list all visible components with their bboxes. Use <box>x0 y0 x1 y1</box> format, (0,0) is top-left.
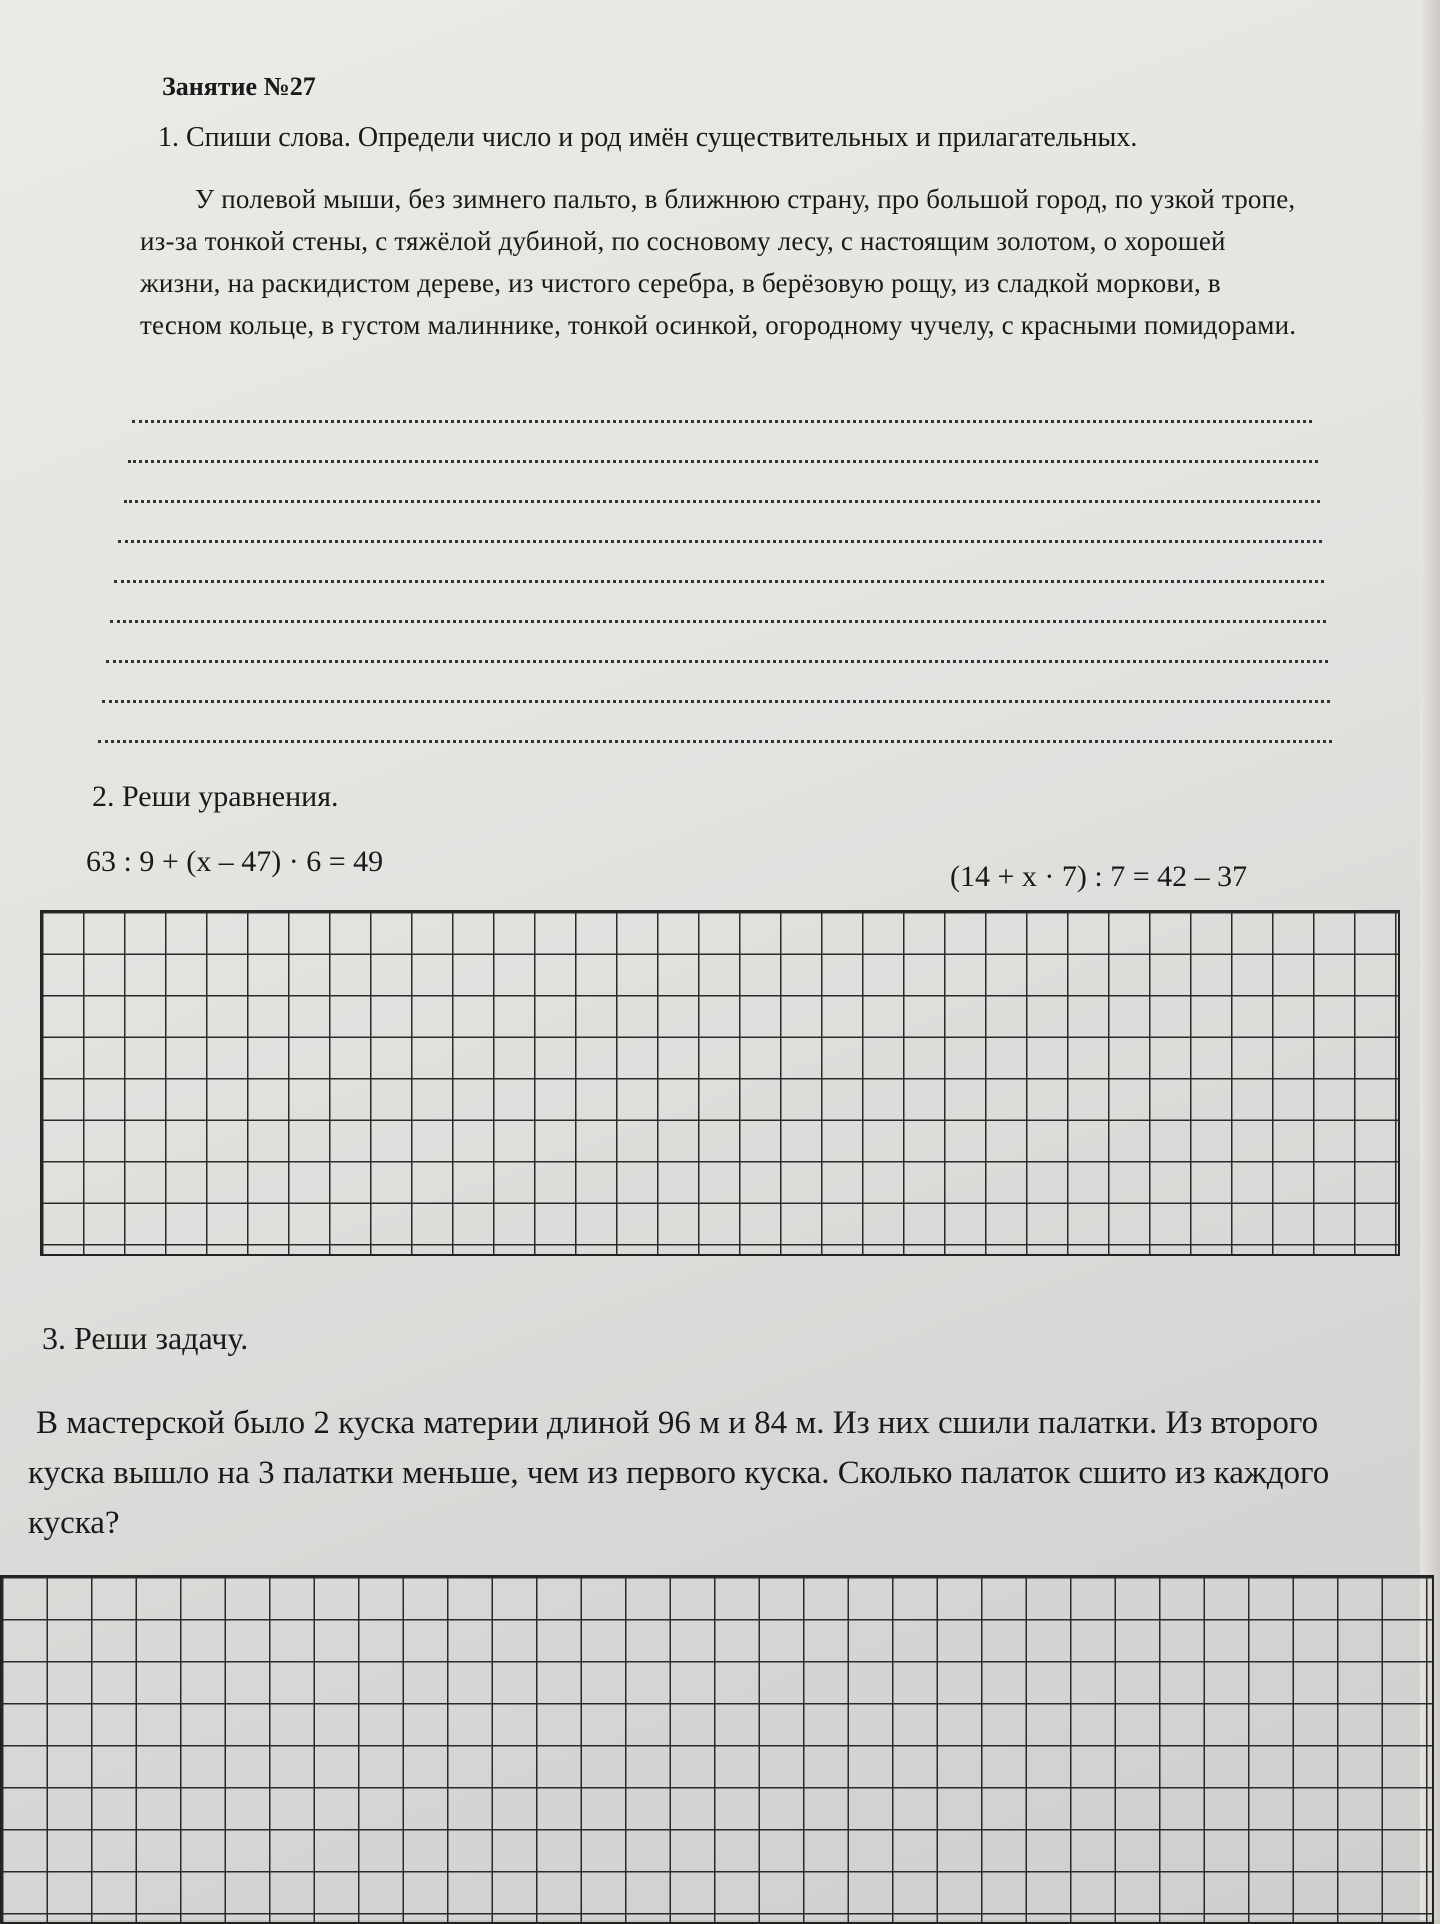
squared-answer-grid-2[interactable] <box>0 1575 1434 1924</box>
task-1-paragraph: У полевой мыши, без зимнего пальто, в ближнюю страну, про большой город, по узкой тропе, из-за тонкой стены, с тяжёлой дубиной, по сосновому лесу, с настоящим золотом, о хорошей жизни, на раскидистом дереве, из чистого серебра, в берёзовую рощу, из сладкой моркови, в тесном кольце, в густом малиннике, тонкой осинкой, огородному чучелу, с красными помидорами. <box>140 184 1297 340</box>
task-1-heading: 1. Спиши слова. Определи число и род имён существительных и прилагательных. <box>158 122 1138 153</box>
squared-answer-grid-1[interactable] <box>40 910 1400 1256</box>
answer-line[interactable] <box>132 420 1312 423</box>
task-2-heading: 2. Реши уравнения. <box>92 780 339 813</box>
equation-1: 63 : 9 + (х – 47) · 6 = 49 <box>86 845 384 878</box>
task-1-text <box>140 178 1300 346</box>
answer-line[interactable] <box>98 740 1332 743</box>
answer-line[interactable] <box>110 620 1326 623</box>
answer-line[interactable] <box>106 660 1328 663</box>
problem-text: В мастерской было 2 куска материи длиной 96 м и 84 м. Из них сшили палатки. Из второго куска вышло на 3 палатки меньше, чем из первого куска. Сколько палаток сшито из каждого куска? <box>28 1405 1330 1541</box>
answer-line[interactable] <box>124 500 1320 503</box>
answer-line[interactable] <box>118 540 1322 543</box>
answer-line[interactable] <box>128 460 1318 463</box>
lesson-title: Занятие №27 <box>162 72 316 101</box>
answer-line[interactable] <box>114 580 1324 583</box>
task-3-problem <box>28 1398 1358 1548</box>
equation-2: (14 + х · 7) : 7 = 42 – 37 <box>950 860 1248 893</box>
task-3-heading: 3. Реши задачу. <box>42 1320 249 1356</box>
answer-line[interactable] <box>102 700 1330 703</box>
